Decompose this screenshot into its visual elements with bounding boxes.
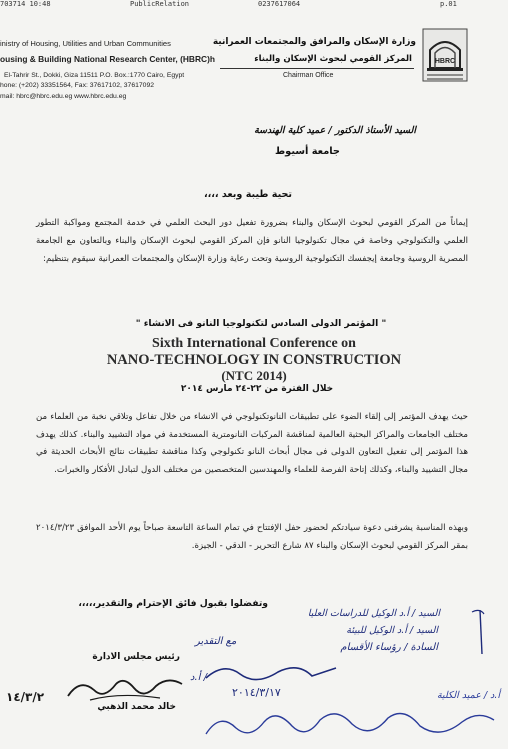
- center-ar: المركز القومي لبحوث الإسكان والبناء: [254, 54, 412, 64]
- email-en: mail: hbrc@hbrc.edu.eg www.hbrc.edu.eg: [0, 93, 127, 100]
- fax-number: 0237617064: [258, 0, 301, 8]
- signatory-name: خالد محمد الذهبي: [97, 702, 176, 712]
- greeting: تحية طيبة وبعد ،،،،: [203, 189, 292, 200]
- fax-sender: PublicRelation: [130, 0, 190, 8]
- conference-title-ar: " المؤتمر الدولى السادس لتكنولوجيا النانو فى الانشاء ": [135, 318, 387, 329]
- conference-title-en-2: NANO-TECHNOLOGY IN CONSTRUCTION: [106, 352, 402, 368]
- margin-signature-icon: [200, 700, 500, 746]
- conference-period: خلال الفترة من ٢٢-٢٤ مارس ٢٠١٤: [180, 384, 334, 394]
- header-rule: [220, 68, 414, 69]
- signatory-title: رئيس مجلس الادارة: [92, 652, 180, 662]
- closing: وتفضلوا بقبول فائق الإحترام والتقدير،،،،،: [78, 598, 268, 609]
- routing-bracket-icon: [380, 604, 490, 660]
- paragraph-invitation: وبهذه المناسبة يشرفنى دعوة سيادتكم لحضور حفل الإفتتاح في تمام الساعة التاسعة صباحاً يوم الأحد الموافق ٢٠١٤/٣/٢٣ بمقر المركز القومي لبحوث الإسكان والبناء ٨٧ شارع التحرير - الدقي - الجيزة.: [36, 523, 468, 551]
- chairman-signature-icon: [60, 672, 190, 706]
- handwritten-note-a: مع التقدير: [195, 636, 237, 647]
- stamp-date: ١٤/٣/٢: [6, 690, 45, 704]
- handwritten-note-b: أ.د /: [190, 672, 207, 683]
- handwritten-line1: السيد / أ.د الوكيل للدراسات العليا: [307, 608, 440, 619]
- fax-header: [0, 0, 508, 9]
- phone-en: hone: (+202) 33351564, Fax: 37617102, 37617092: [0, 82, 155, 89]
- conference-title-en-3: (NTC 2014): [221, 368, 287, 383]
- fax-time: 703714 10:48: [0, 0, 51, 8]
- handwritten-date: ٢٠١٤/٣/١٧: [232, 686, 281, 699]
- hbrc-logo: [422, 28, 468, 98]
- recipient-line2: جامعة أسيوط: [275, 146, 340, 157]
- ministry-ar: وزارة الإسكان والمرافق والمجتمعات العمرانية: [212, 37, 416, 47]
- fax-page: p.01: [440, 0, 457, 8]
- ministry-en: inistry of Housing, Utilities and Urban Communities: [0, 39, 171, 48]
- recipient-line1: السيد الأستاذ الدكتور / عميد كلية الهندسة: [254, 125, 416, 136]
- handwritten-line2: السيد / أ.د الوكيل للبيئة: [346, 625, 438, 636]
- conference-title-en-1: Sixth International Conference on: [152, 336, 356, 351]
- dean-signature-icon: [200, 658, 340, 688]
- handwritten-margin-note: أ.د / عميد الكلية: [436, 690, 500, 701]
- office-en: Chairman Office: [283, 72, 334, 79]
- address-en: El-Tahrir St., Dokki, Giza 11511 P.O. Box.:1770 Cairo, Egypt: [4, 72, 185, 79]
- paragraph-objectives: حيث يهدف المؤتمر إلى إلقاء الضوء على تطبيقات النانوتكنولوجي في الانشاء من خلال تفاعل وتلاقي نخبة من العلماء من مختلف الجامعات والمراكز البحثية العالمية لمناقشة المركبات النانومترية المستخدمة في مواد التشييد والبناء. كذلك يهدف هذا المؤتمر إلى تفعيل التعاون الدولى فى مجال أبحاث النانو تكنولوجي وكذا مناقشة تطبيقات نتائج الأبحاث الحديثة في مجال التشييد والبناء، وكذلك إتاحة الفرصة للعلماء والمهندسين المتخصصين من مختلف الدول لتبادل الأفكار والخبرات.: [36, 412, 468, 475]
- center-en: ousing & Building National Research Center, (HBRC)h: [0, 54, 215, 64]
- paragraph-intro: إيماناً من المركز القومي لبحوث الإسكان والبناء بضرورة تفعيل دور البحث العلمي في خدمة المجتمع ومواكبة التطور العلمي والتكنولوجي وخاصة في مجال تكنولوجيا النانو فإن المركز القومي لبحوث الإسكان والبناء وبالتعاون مع الجامعة المصرية الروسية وجامعة إيجفسك التكنولوجية الروسية وتحت رعاية وزارة الإسكان والمجتمعات العمرانية سيقوم بتنظيم:: [36, 218, 468, 264]
- logo-text: HBRC: [434, 58, 456, 65]
- handwritten-line3: السادة / رؤساء الأقسام: [340, 642, 438, 653]
